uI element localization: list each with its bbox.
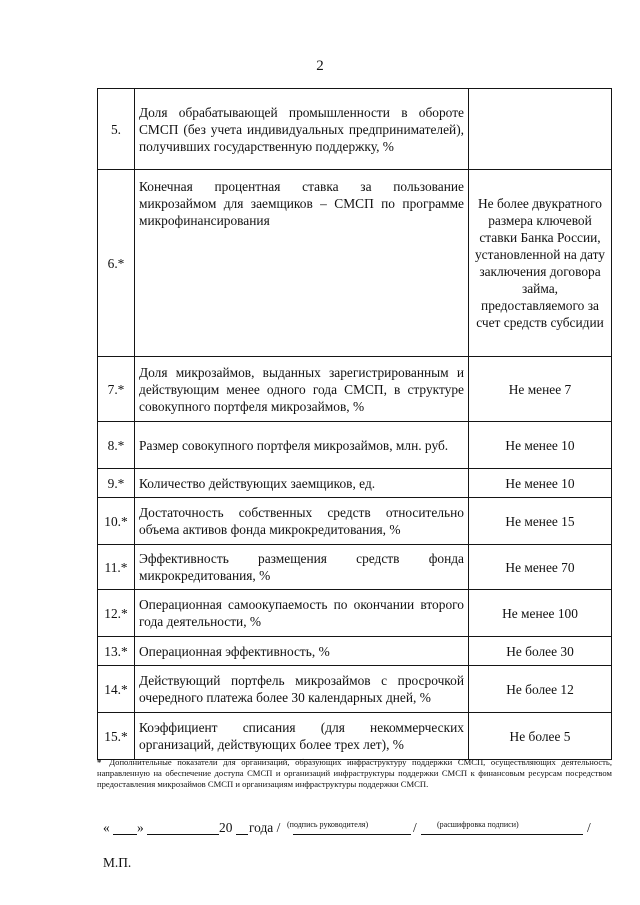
row-number: 9.* [98, 469, 135, 498]
indicator-value [469, 89, 612, 170]
name-line [421, 834, 583, 835]
indicator-value: Не более двукратного размера ключевой ставки Банка России, установленной на дату заключения договора займа, предоставляемого за счет средств субсидии [469, 170, 612, 357]
row-number: 10.* [98, 498, 135, 545]
row-number: 8.* [98, 422, 135, 469]
table-row [98, 469, 612, 498]
row-number: 14.* [98, 666, 135, 713]
indicator-name: Операционная самоокупаемость по окончании второго года деятельности, % [135, 590, 469, 637]
table-row [98, 170, 612, 357]
indicator-value: Не менее 15 [469, 498, 612, 545]
row-number: 12.* [98, 590, 135, 637]
footnote [97, 757, 612, 790]
footnote-marker: * [97, 757, 102, 767]
indicator-value: Не более 5 [469, 713, 612, 760]
table-row [98, 89, 612, 170]
indicator-value: Не менее 70 [469, 545, 612, 590]
row-number: 7.* [98, 357, 135, 422]
slash-mid: / [413, 820, 417, 835]
row-number: 11.* [98, 545, 135, 590]
indicator-value: Не менее 7 [469, 357, 612, 422]
indicator-name: Коэффициент списания (для некоммерческих организаций, действующих более трех лет), % [135, 713, 469, 760]
row-number: 5. [98, 89, 135, 170]
table-row [98, 713, 612, 760]
indicator-value: Не менее 10 [469, 422, 612, 469]
name-caption: (расшифровка подписи) [437, 820, 519, 829]
page-number: 2 [316, 58, 324, 74]
table-row [98, 545, 612, 590]
indicator-value: Не менее 10 [469, 469, 612, 498]
month-blank-line [147, 834, 219, 835]
indicator-name: Доля обрабатывающей промышленности в обороте СМСП (без учета индивидуальных предпринимателей), получивших государственную поддержку, % [135, 89, 469, 170]
date-open-quote: « [103, 820, 110, 835]
indicator-name: Конечная процентная ставка за пользование микрозаймом для заемщиков – СМСП по программе микрофинансирования [135, 170, 469, 357]
footnote-text: Дополнительные показатели для организаций, образующих инфраструктуру поддержки СМСП, осуществляющих деятельность, направленную на обеспечение доступа СМСП и организаций инфраструктуры поддержки СМСП к финансовым ресурсам посредством предоставления микрозаймов СМСП и организациям инфраструктуры поддержки СМСП. [97, 757, 612, 789]
indicator-name: Размер совокупного портфеля микрозаймов, млн. руб. [135, 422, 469, 469]
indicator-name: Действующий портфель микрозаймов с просрочкой очередного платежа более 30 календарных дней, % [135, 666, 469, 713]
table-row [98, 498, 612, 545]
year-blank-line [236, 834, 248, 835]
year-prefix: 20 [219, 820, 233, 835]
year-suffix: года / [249, 820, 281, 835]
day-blank-line [113, 834, 137, 835]
signature-line [293, 834, 411, 835]
signature-caption: (подпись руководителя) [287, 820, 369, 829]
slash-end: / [587, 820, 591, 835]
row-number: 13.* [98, 637, 135, 666]
signature-block [103, 820, 623, 850]
table-row [98, 637, 612, 666]
date-close-quote: » [137, 820, 144, 835]
indicator-name: Количество действующих заемщиков, ед. [135, 469, 469, 498]
table-row [98, 422, 612, 469]
indicator-name: Операционная эффективность, % [135, 637, 469, 666]
row-number: 15.* [98, 713, 135, 760]
indicator-value: Не более 30 [469, 637, 612, 666]
indicator-name: Эффективность размещения средств фонда микрокредитования, % [135, 545, 469, 590]
table-row [98, 590, 612, 637]
indicator-name: Доля микрозаймов, выданных зарегистрированным и действующим менее одного года СМСП, в структуре совокупного портфеля микрозаймов, % [135, 357, 469, 422]
row-number: 6.* [98, 170, 135, 357]
table-row [98, 666, 612, 713]
indicator-value: Не менее 100 [469, 590, 612, 637]
indicator-value: Не более 12 [469, 666, 612, 713]
indicator-name: Достаточность собственных средств относительно объема активов фонда микрокредитования, % [135, 498, 469, 545]
indicators-table [97, 88, 612, 760]
table-row [98, 357, 612, 422]
stamp-label: М.П. [103, 855, 132, 870]
